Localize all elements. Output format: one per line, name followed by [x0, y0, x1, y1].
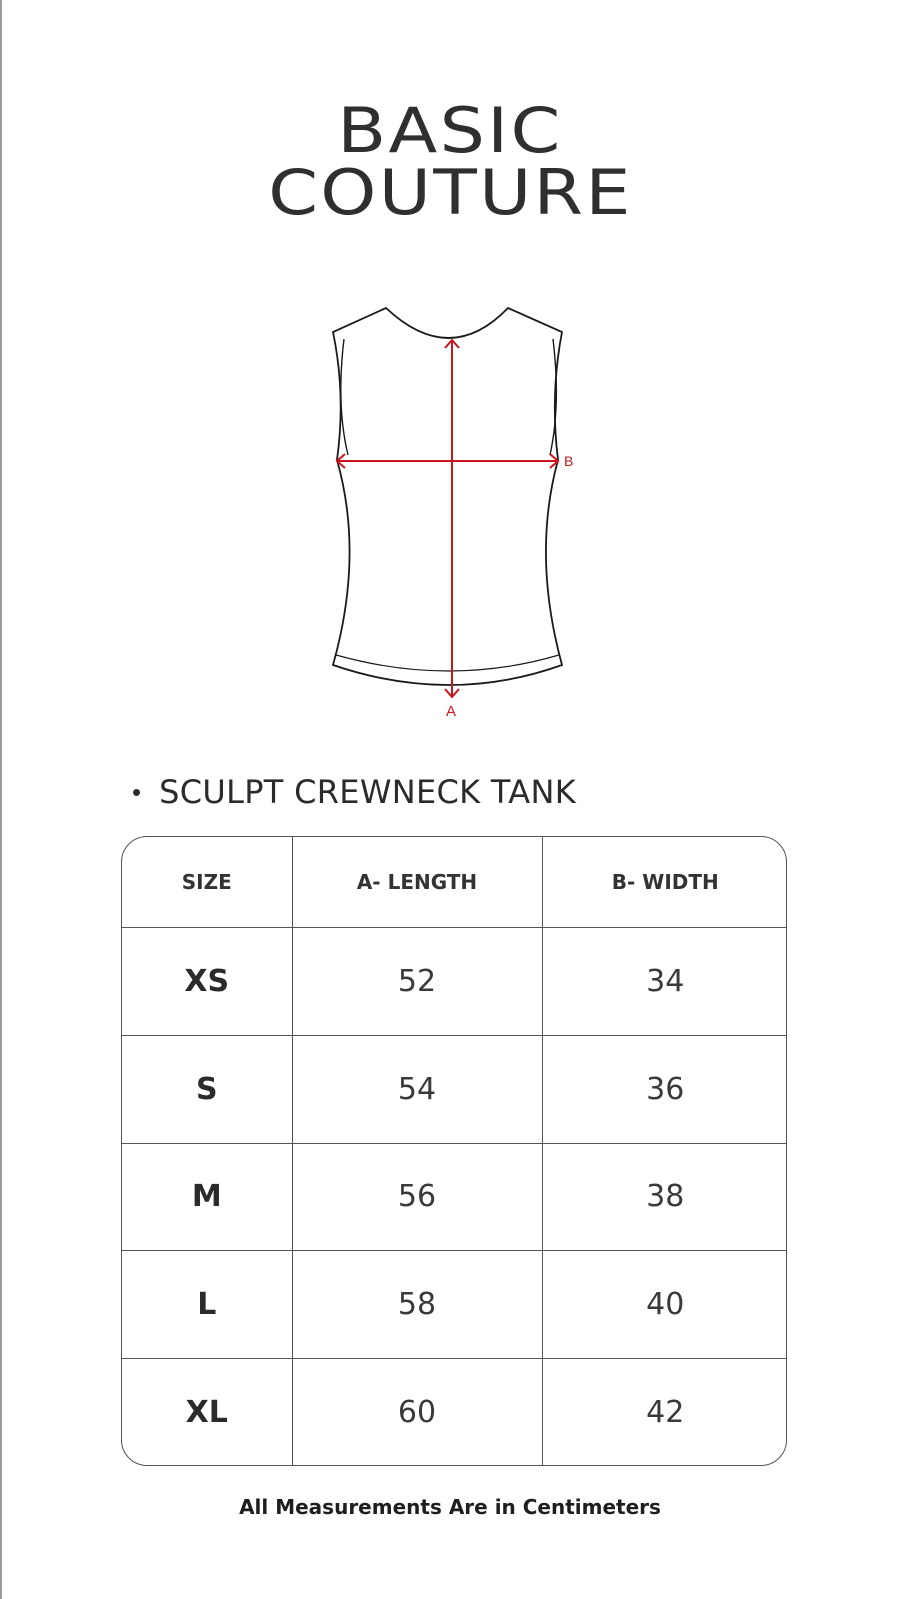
tank-measurement-diagram [300, 295, 600, 735]
size-cell: S [122, 1035, 292, 1143]
tank-hem-line [336, 655, 559, 671]
table-row [122, 1143, 787, 1251]
page-left-border [0, 0, 2, 1599]
width-cell: 42 [542, 1359, 787, 1465]
size-cell: M [122, 1143, 292, 1251]
length-cell: 52 [292, 928, 542, 1036]
size-cell: XS [122, 928, 292, 1036]
header-length: A- LENGTH [292, 837, 542, 928]
tank-armhole-left [341, 339, 348, 455]
size-chart [121, 836, 787, 1466]
measurement-footnote: All Measurements Are in Centimeters [239, 1495, 661, 1519]
bullet-icon: • [132, 777, 142, 807]
table-header-row [122, 837, 787, 928]
table-row [122, 1035, 787, 1143]
header-width: B- WIDTH [542, 837, 787, 928]
width-cell: 40 [542, 1251, 787, 1359]
logo-line-2: COUTURE [267, 156, 633, 229]
product-title [132, 774, 576, 810]
brand-logo [267, 94, 633, 230]
length-cell: 54 [292, 1035, 542, 1143]
length-cell: 60 [292, 1359, 542, 1465]
width-cell: 34 [542, 928, 787, 1036]
length-cell: 58 [292, 1251, 542, 1359]
table-row [122, 1359, 787, 1465]
size-table [122, 837, 787, 1465]
header-size: SIZE [122, 837, 292, 928]
tank-outline [333, 308, 562, 685]
width-cell: 36 [542, 1035, 787, 1143]
label-a: A [446, 703, 457, 720]
label-b: B [564, 453, 574, 469]
table-row [122, 928, 787, 1036]
width-cell: 38 [542, 1143, 787, 1251]
size-cell: L [122, 1251, 292, 1359]
table-row [122, 1251, 787, 1359]
length-cell: 56 [292, 1143, 542, 1251]
product-name: SCULPT CREWNECK TANK [159, 773, 576, 811]
size-cell: XL [122, 1359, 292, 1465]
logo-line-1: BASIC [337, 94, 563, 167]
